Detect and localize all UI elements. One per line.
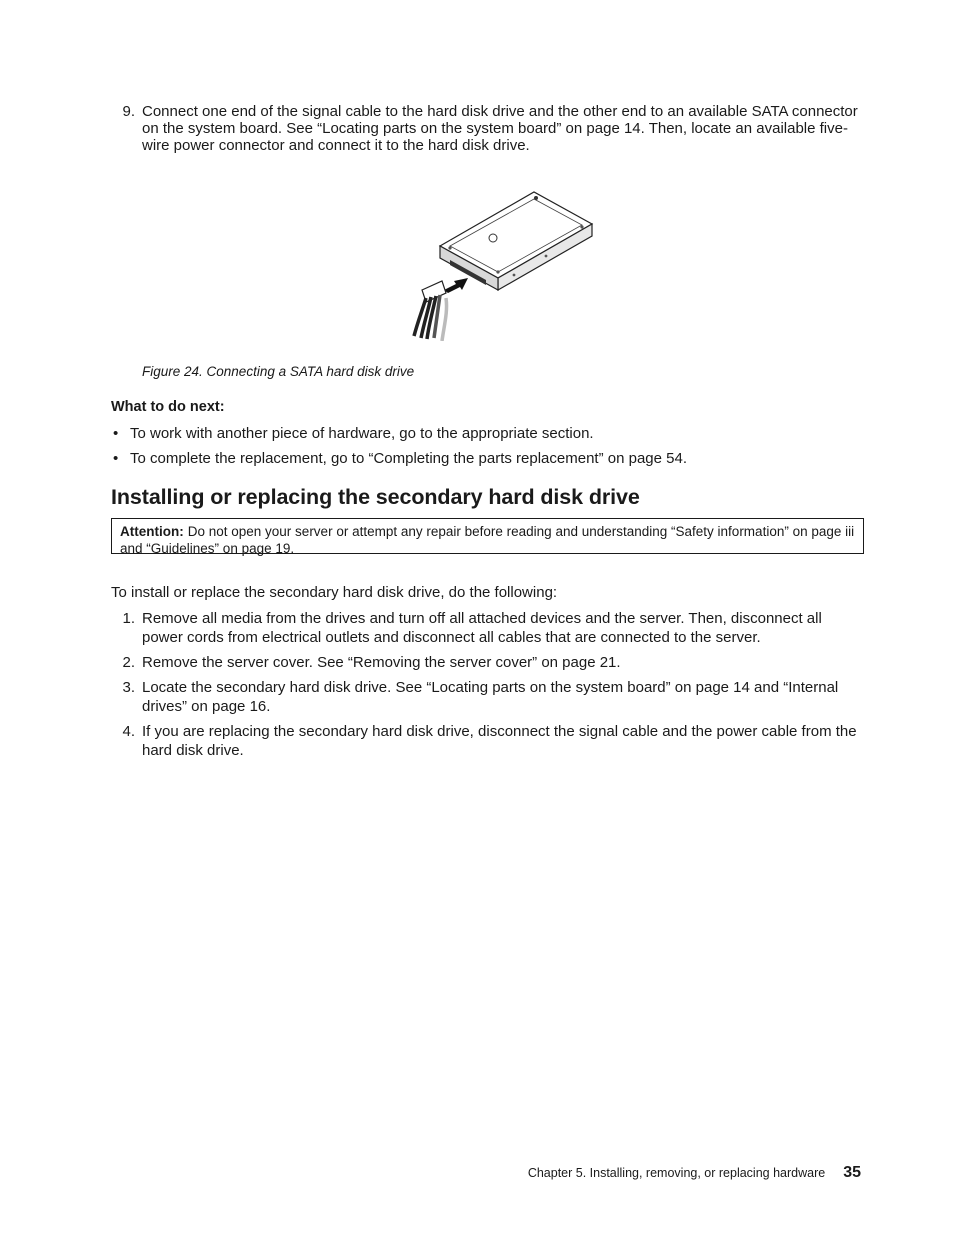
- section-intro: To install or replace the secondary hard disk drive, do the following:: [111, 584, 558, 601]
- step-3: [111, 678, 866, 716]
- step-2: [111, 653, 866, 672]
- step-number: 1.: [122, 610, 135, 627]
- step-text: If you are replacing the secondary hard disk drive, disconnect the signal cable and the power cable from the hard disk drive.: [142, 723, 857, 759]
- list-item: [111, 450, 866, 468]
- step-number: 2.: [122, 654, 135, 671]
- step-number: 4.: [122, 723, 135, 740]
- step-number: 9.: [122, 103, 135, 120]
- step-number: 3.: [122, 679, 135, 696]
- step-text: Locate the secondary hard disk drive. See “Locating parts on the system board” on page 14 and “Internal drives” on page 16.: [142, 679, 839, 715]
- step-text: Connect one end of the signal cable to the hard disk drive and the other end to an available SATA connector on the system board. See “Locating parts on the system board” on page 14. Then, locate an available five-wire power connector and connect it to the hard disk drive.: [142, 103, 858, 154]
- attention-notice: [111, 518, 864, 554]
- sata-hard-disk-drive-icon: [404, 186, 594, 341]
- step-4: [111, 722, 866, 760]
- list-item: [111, 425, 866, 443]
- next-heading: What to do next:: [111, 399, 225, 415]
- bullet-icon: •: [113, 450, 119, 467]
- section-title: Installing or replacing the secondary hard disk drive: [111, 485, 640, 509]
- figure-caption: Figure 24. Connecting a SATA hard disk drive: [142, 364, 415, 379]
- bullet-icon: •: [113, 425, 119, 442]
- attention-text: Do not open your server or attempt any repair before reading and understanding “Safety information” on page iii and “Guidelines” on page 19.: [120, 524, 855, 556]
- step-9: [111, 103, 866, 154]
- page-number: 35: [843, 1164, 861, 1181]
- step-text: Remove the server cover. See “Removing the server cover” on page 21.: [142, 654, 621, 671]
- step-1: [111, 609, 866, 647]
- attention-label: Attention:: [120, 524, 184, 539]
- hard-disk-drive-figure: [404, 186, 594, 345]
- bullet-text: To complete the replacement, go to “Completing the parts replacement” on page 54.: [130, 450, 687, 467]
- page-footer: [528, 1164, 861, 1182]
- bullet-text: To work with another piece of hardware, go to the appropriate section.: [130, 425, 594, 442]
- step-text: Remove all media from the drives and turn off all attached devices and the server. Then, disconnect all power cords from electrical outlets and disconnect all cables that are connected to the server.: [142, 610, 822, 646]
- chapter-title: Chapter 5. Installing, removing, or replacing hardware: [527, 1166, 826, 1180]
